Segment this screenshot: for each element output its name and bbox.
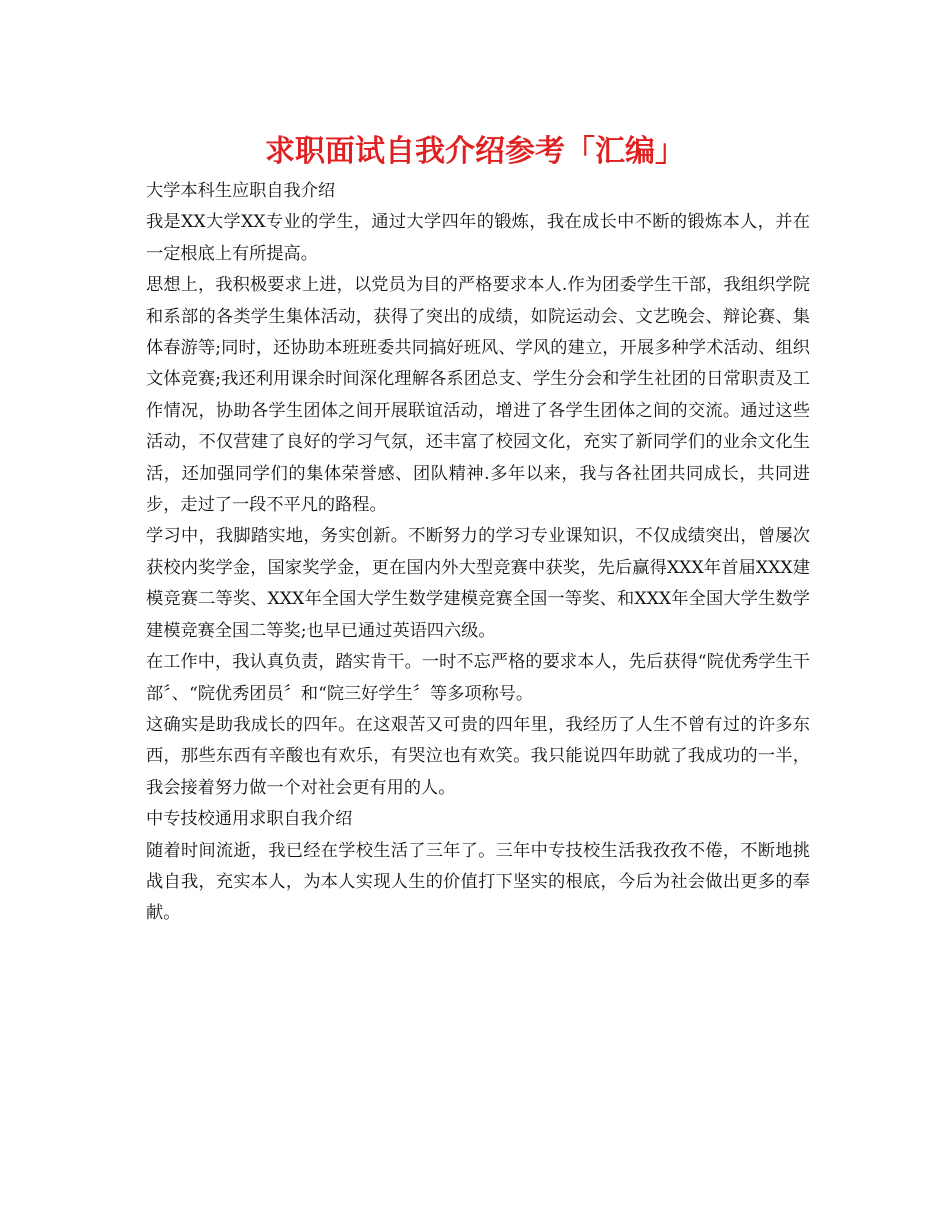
paragraph: 我是XX大学XX专业的学生，通过大学四年的锻炼，我在成长中不断的锻炼本人，并在一定根底上有所提高。: [146, 212, 810, 264]
paragraph: 在工作中，我认真负责，踏实肯干。一时不忘严格的要求本人，先后获得“院优秀学生干部〞、“院优秀团员〞和“院三好学生〞等多项称号。: [146, 652, 810, 704]
document-body: [146, 176, 810, 930]
paragraph: 随着时间流逝，我已经在学校生活了三年了。三年中专技校生活我孜孜不倦，不断地挑战自我，充实本人，为本人实现人生的价值打下坚实的根底，今后为社会做出更多的奉献。: [146, 840, 810, 924]
document-title: 求职面试自我介绍参考「汇编」: [265, 134, 685, 169]
paragraph: 这确实是助我成长的四年。在这艰苦又可贵的四年里，我经历了人生不曾有过的许多东西，那些东西有辛酸也有欢乐，有哭泣也有欢笑。我只能说四年助就了我成功的一半，我会接着努力做一个对社会更有用的人。: [146, 714, 810, 798]
paragraph: 学习中，我脚踏实地，务实创新。不断努力的学习专业课知识，不仅成绩突出，曾屡次获校内奖学金，国家奖学金，更在国内外大型竞赛中获奖，先后赢得XXX年首届XXX建模竞赛二等奖、XXX年全国大学生数学建模竞赛全国一等奖、和XXX年全国大学生数学建模竞赛全国二等奖;也早已通过英语四六级。: [146, 526, 810, 641]
section-heading-vocational: 中专技校通用求职自我介绍: [146, 809, 353, 830]
section-heading-undergraduate: 大学本科生应职自我介绍: [146, 181, 336, 201]
paragraph: 思想上，我积极要求上进，以党员为目的严格要求本人.作为团委学生干部，我组织学院和系部的各类学生集体活动，获得了突出的成绩，如院运动会、文艺晚会、辩论赛、集体春游等;同时，还协助本班班委共同搞好班风、学风的建立，开展多种学术活动、组织文体竞赛;我还利用课余时间深化理解各系团总支、学生分会和学生社团的日常职责及工作情况，协助各学生团体之间开展联谊活动，增进了各学生团体之间的交流。通过这些活动，不仅营建了良好的学习气氛，还丰富了校园文化，充实了新同学们的业余文化生活，还加强同学们的集体荣誉感、团队精神.多年以来，我与各社团共同成长，共同进步，走过了一段不平凡的路程。: [146, 275, 810, 516]
